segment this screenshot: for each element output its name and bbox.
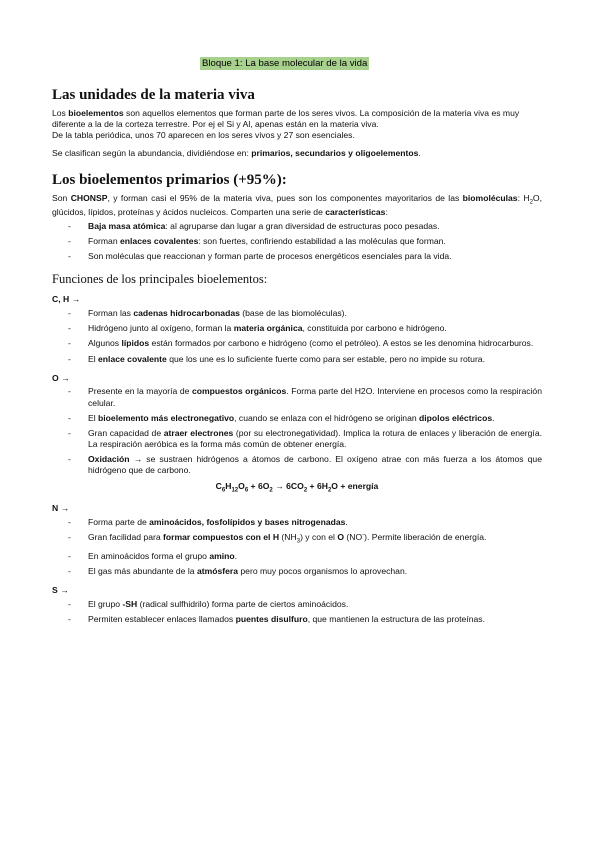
element-1-function-item-3 <box>52 338 542 349</box>
element-3-function-item-1 <box>52 517 542 528</box>
text-run: : H <box>517 192 530 203</box>
text-run: El <box>88 353 99 364</box>
dash-bullet: - <box>68 531 71 542</box>
text-run: , constituida por carbono e hidrógeno. <box>302 323 447 334</box>
text-run: Se clasifican según la abundancia, dividiéndose en: <box>52 147 252 158</box>
text-run: Son moléculas que reaccionan y forman parte de procesos energéticos esenciales para la vida. <box>88 251 452 262</box>
bold-text: -SH <box>122 598 138 609</box>
text-run: son aquellos elementos que forman parte de los seres vivos. La composición de la materia viva es muy diferente a la de la corteza terrestre. Por ej el Si y Al, apenas están en la materia viva. <box>52 108 520 130</box>
text-run: , que mantienen la estructura de las proteínas. <box>307 613 485 624</box>
caracteristica-item-2 <box>52 236 542 247</box>
element-heading-1: C, H → <box>52 294 81 305</box>
text-run: . <box>345 516 348 527</box>
dash-bullet: - <box>68 353 71 364</box>
paragraph-chonsp <box>52 193 542 219</box>
text-run: Algunos <box>88 338 122 349</box>
text-run: . <box>234 550 238 561</box>
dash-bullet: - <box>68 565 71 576</box>
bold-text: biomoléculas <box>462 192 518 203</box>
bold-text: O <box>337 531 345 542</box>
bold-text: bioelemento más electronegativo <box>98 412 235 423</box>
dash-bullet: - <box>68 516 71 527</box>
text-run: (NO <box>344 531 363 542</box>
subscript: 6 <box>244 487 249 494</box>
element-3-function-item-3 <box>52 551 542 562</box>
subscript: 2 <box>529 199 533 206</box>
element-2-function-item-2 <box>52 413 542 424</box>
subscript: 2 <box>327 487 332 494</box>
element-functions-list-1 <box>52 308 542 365</box>
text-run: , cuando se enlaza con el hidrógeno se originan <box>234 412 420 423</box>
text-run: El <box>88 412 99 423</box>
section-title-unidades: Las unidades de la materia viva <box>52 87 255 103</box>
text-run: + 6O <box>248 480 270 491</box>
text-run: H <box>225 480 232 491</box>
caracteristica-item-3 <box>52 251 542 262</box>
element-2-function-item-3 <box>52 428 542 450</box>
text-run: El gas más abundante de la <box>88 565 197 576</box>
bold-text: amino <box>209 550 235 561</box>
text-run: O <box>238 480 245 491</box>
text-run: . <box>492 412 495 423</box>
text-run: . <box>418 147 421 158</box>
text-run: , y forman casi el 95% de la materia viva, pues son los componentes mayoritarios de las <box>107 192 463 203</box>
text-run: (base de las biomoléculas). <box>239 308 347 319</box>
block-title-highlight: Bloque 1: La base molecular de la vida <box>202 58 368 69</box>
bold-text: atraer electrones <box>163 427 234 438</box>
caracteristica-item-1 <box>52 221 542 232</box>
element-1-function-item-1 <box>52 308 542 319</box>
text-run: Permiten establecer enlaces llamados <box>88 613 236 624</box>
bold-text: bioelementos <box>68 108 124 118</box>
text-run: : <box>385 207 388 218</box>
text-run: ) y con el <box>300 531 338 542</box>
text-run: O + energía <box>331 480 379 491</box>
element-2-function-item-4 <box>52 454 542 476</box>
element-3-function-item-2 <box>52 532 542 547</box>
text-run: → 6CO <box>272 480 304 491</box>
dash-bullet: - <box>68 613 71 624</box>
bold-text: puentes disulfuro <box>235 613 308 624</box>
text-run: (NH <box>279 531 297 542</box>
section-title-primarios: Los bioelementos primarios (+95%): <box>52 171 287 188</box>
bold-text: características <box>325 207 386 218</box>
element-functions-list-2 <box>52 386 542 476</box>
subscript: 6 <box>221 487 226 494</box>
text-run: En aminoácidos forma el grupo <box>88 550 210 561</box>
bold-text: dipolos eléctricos <box>419 412 493 423</box>
text-run: : son fuertes, confiriendo estabilidad a las moléculas que forman. <box>198 236 446 247</box>
dash-bullet: - <box>68 323 71 334</box>
dash-bullet: - <box>68 220 71 231</box>
paragraph-bioelementos-definition <box>52 108 542 130</box>
subscript: 12 <box>231 487 239 494</box>
bold-text: formar compuestos con el H <box>163 531 280 542</box>
text-run: (radical sulfhidrilo) forma parte de ciertos aminoácidos. <box>137 598 349 609</box>
text-run: . Forma parte del H2O. Interviene en procesos como la respiración celular. <box>88 386 542 408</box>
bold-text: compuestos orgánicos <box>192 386 287 397</box>
text-run: C <box>215 480 222 491</box>
text-run: Son <box>52 192 71 203</box>
element-4-function-item-2 <box>52 614 542 625</box>
caracteristicas-list <box>52 221 542 263</box>
bold-text: aminoácidos, fosfolípidos y bases nitrogenadas <box>149 516 346 527</box>
bold-text: primarios, secundarios y oligoelementos <box>251 147 419 158</box>
text-run: O, glúcidos, lípidos, proteínas y ácidos nucleicos. Comparten una serie de <box>52 192 542 218</box>
text-run: pero muy pocos organismos lo aprovechan. <box>238 565 408 576</box>
dash-bullet: - <box>68 427 71 438</box>
dash-bullet: - <box>68 550 71 561</box>
text-run: Forman las <box>88 308 134 319</box>
dash-bullet: - <box>68 308 71 319</box>
text-run: → se sustraen hidrógenos a átomos de carbono. El oxígeno atrae con más fuerza a los átomos que hidrógeno que de carbono. <box>88 454 542 476</box>
bold-text: enlaces covalentes <box>120 236 199 247</box>
dash-bullet: - <box>68 386 71 397</box>
text-run: De la tabla periódica, unos 70 aparecen en los seres vivos y 27 son esenciales. <box>52 130 355 141</box>
bold-text: materia orgánica <box>233 323 303 334</box>
element-functions-list-3 <box>52 517 542 577</box>
elements-functions <box>52 294 542 624</box>
text-run: ). Permite liberación de energía. <box>364 531 487 542</box>
text-run: (por su electronegatividad). Implica la rotura de enlaces y liberación de energía. La respiración aeróbica es la forma más común de obtener energía. <box>88 427 542 450</box>
bold-text: CHONSP <box>70 192 108 203</box>
paragraph-clasificacion <box>52 148 542 159</box>
bold-text: atmósfera <box>196 565 239 576</box>
bold-text: Baja masa atómica <box>88 220 166 231</box>
text-run: que los une es lo suficiente fuerte como para ser estable, pero no impide su rotura. <box>166 353 485 364</box>
subscript: 2 <box>303 487 308 494</box>
bold-text: enlace covalente <box>98 353 167 364</box>
subscript: 2 <box>269 487 273 494</box>
superscript: - <box>362 532 365 539</box>
bold-text: cadenas hidrocarbonadas <box>133 308 240 319</box>
element-functions-list-4 <box>52 599 542 625</box>
text-run: El grupo <box>88 598 123 609</box>
element-1-function-item-2 <box>52 323 542 334</box>
text-run: Gran capacidad de <box>88 427 164 438</box>
element-heading-2: O → <box>52 372 70 383</box>
text-run: Gran facilidad para <box>88 531 163 542</box>
dash-bullet: - <box>68 412 71 423</box>
bold-text: lípidos <box>121 338 150 349</box>
text-run: : al agruparse dan lugar a gran diversidad de estructuras poco pesadas. <box>165 220 440 231</box>
subscript: 3 <box>296 538 301 545</box>
text-run: están formados por carbono e hidrógeno (como el petróleo). A estos se les denomina hidrocarburos. <box>149 338 534 349</box>
element-4-function-item-1 <box>52 599 542 610</box>
element-heading-3: N → <box>52 503 70 514</box>
text-run: Forma parte de <box>88 516 150 527</box>
text-run: Los <box>52 108 69 118</box>
element-2-function-item-1 <box>52 386 542 408</box>
text-run: Hidrógeno junto al oxígeno, forman la <box>88 323 234 334</box>
text-run: Forman <box>88 236 120 247</box>
paragraph-tabla-periodica <box>52 130 542 141</box>
dash-bullet: - <box>68 338 71 349</box>
dash-bullet: - <box>68 598 71 609</box>
document-body <box>52 86 542 629</box>
respiration-formula <box>52 481 542 496</box>
dash-bullet: - <box>68 251 71 262</box>
text-run: + 6H <box>307 480 328 491</box>
text-run: Presente en la mayoría de <box>88 386 192 397</box>
section-title-funciones: Funciones de los principales bioelementos: <box>52 272 268 287</box>
element-1-function-item-4 <box>52 354 542 365</box>
element-heading-4: S → <box>52 584 69 595</box>
dash-bullet: - <box>68 236 71 247</box>
bold-text: Oxidación <box>88 454 130 465</box>
element-3-function-item-4 <box>52 566 542 577</box>
dash-bullet: - <box>68 454 71 465</box>
